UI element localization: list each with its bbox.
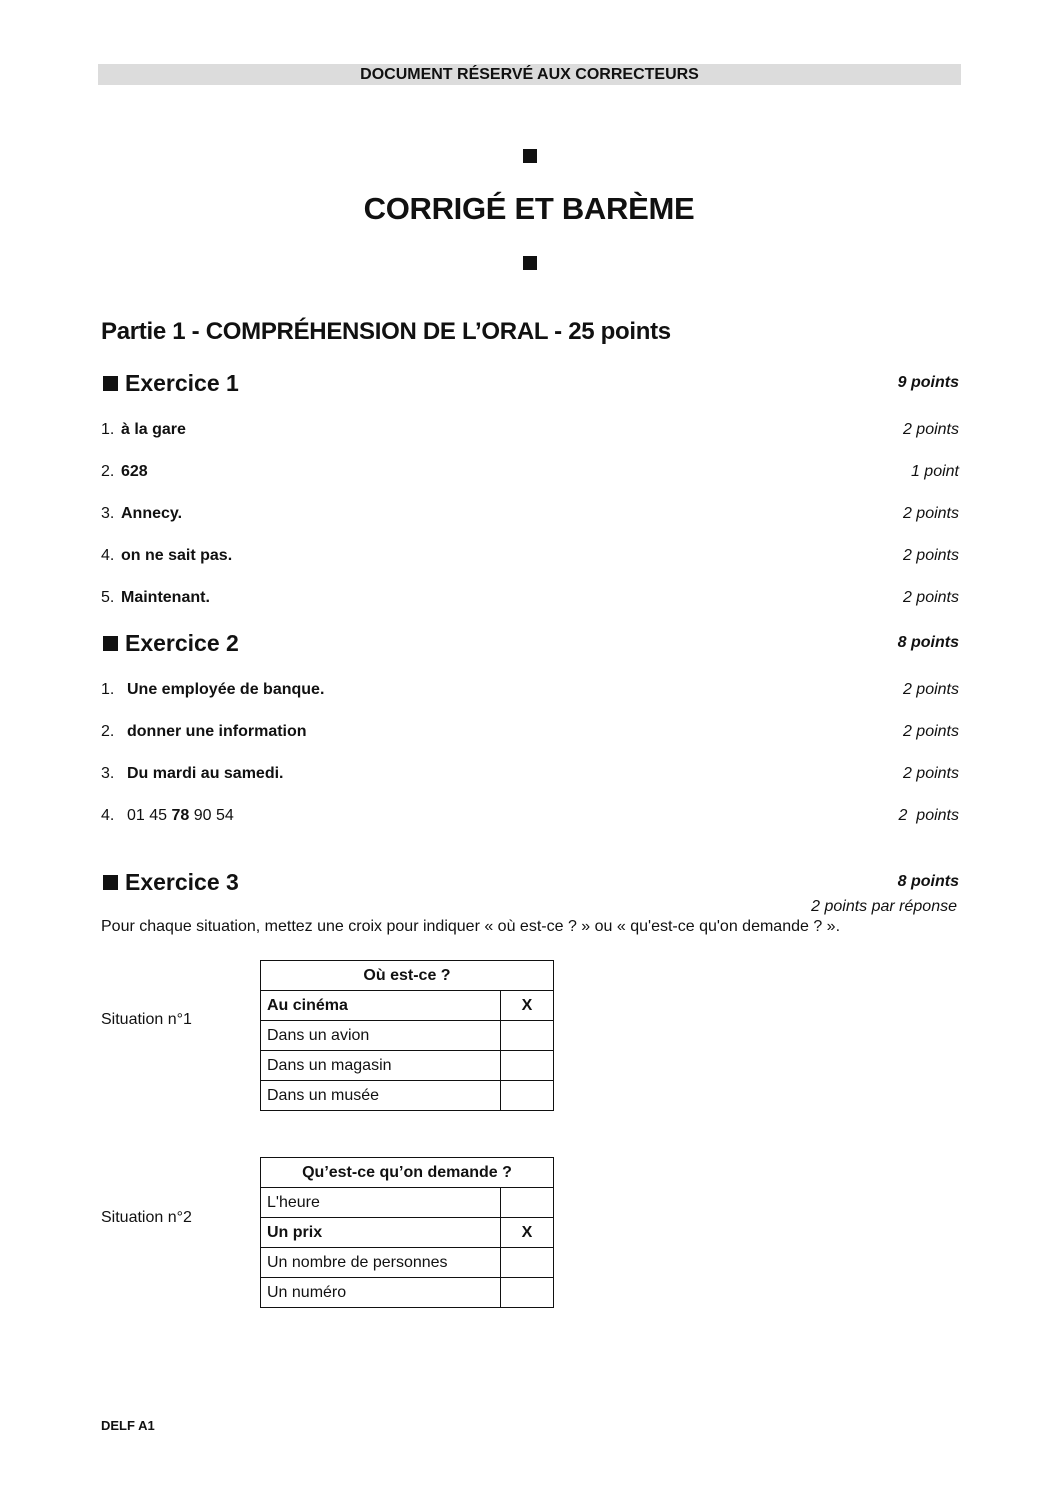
answer-row	[101, 721, 959, 743]
phone-part: 01 45	[127, 807, 172, 824]
answer-text: donner une information	[127, 723, 307, 740]
answer-number: 2.	[101, 723, 115, 740]
answer-row	[101, 587, 959, 609]
reserved-banner: DOCUMENT RÉSERVÉ AUX CORRECTEURS	[98, 64, 961, 85]
exercise-2-header	[101, 628, 959, 658]
answer-number: 5.	[101, 589, 115, 606]
answer-row	[101, 503, 959, 525]
answer-text: 628	[121, 463, 148, 480]
answer-row	[101, 763, 959, 785]
cross-mark	[501, 1021, 554, 1051]
answer-text: Une employée de banque.	[127, 681, 325, 698]
exercise-title: Exercice 3	[125, 869, 239, 895]
table-row	[261, 1278, 554, 1308]
answer-points: 2 points	[902, 589, 959, 606]
cross-mark: X	[501, 991, 554, 1021]
page-title: CORRIGÉ ET BARÈME	[363, 191, 695, 226]
table-header: Où est-ce ?	[261, 961, 554, 991]
table-header: Qu’est-ce qu’on demande ?	[261, 1158, 554, 1188]
answer-points: 2 points	[902, 505, 959, 522]
square-bullet-bottom	[523, 256, 537, 270]
table-row	[261, 1188, 554, 1218]
situation-1-table	[260, 960, 554, 1111]
square-bullet	[103, 636, 118, 651]
answer-number: 1.	[101, 421, 115, 438]
square-bullet-top	[523, 149, 537, 163]
answer-points: 2 points	[902, 681, 959, 698]
option-label: Un numéro	[261, 1278, 501, 1308]
answer-points: 2 points	[902, 723, 959, 740]
table-row	[261, 1218, 554, 1248]
answer-number: 4.	[101, 547, 115, 564]
option-label: Un prix	[261, 1218, 501, 1248]
points-per-answer: 2 points par réponse	[811, 898, 957, 915]
exercise-title: Exercice 1	[125, 370, 239, 396]
part-title: Partie 1 - COMPRÉHENSION DE L’ORAL - 25 points	[101, 318, 671, 345]
instruction-text: Pour chaque situation, mettez une croix pour indiquer « où est-ce ? » ou « qu'est-ce qu'on demande ? ».	[101, 918, 841, 935]
answer-points: 2 points	[902, 421, 959, 438]
answer-row	[101, 805, 959, 827]
phone-part: 90 54	[189, 807, 234, 824]
answer-points: 2 points	[902, 765, 959, 782]
square-bullet	[103, 376, 118, 391]
table-row	[261, 1021, 554, 1051]
option-label: Un nombre de personnes	[261, 1248, 501, 1278]
answer-number: 4.	[101, 807, 115, 824]
situation-2-label: Situation n°2	[101, 1209, 192, 1226]
answer-text: à la gare	[121, 421, 186, 438]
option-label: Au cinéma	[261, 991, 501, 1021]
answer-row	[101, 679, 959, 701]
answer-number: 2.	[101, 463, 115, 480]
answer-row	[101, 419, 959, 441]
cross-mark	[501, 1051, 554, 1081]
answer-text: on ne sait pas.	[121, 547, 233, 564]
answer-number: 3.	[101, 765, 115, 782]
phone-number	[127, 805, 234, 827]
table-row	[261, 1248, 554, 1278]
footer-label: DELF A1	[101, 1418, 155, 1433]
option-label: L'heure	[261, 1188, 501, 1218]
exercise-title: Exercice 2	[125, 630, 239, 656]
table-row	[261, 1081, 554, 1111]
exercise-points: 9 points	[897, 374, 959, 391]
phone-part-bold: 78	[171, 807, 190, 824]
cross-mark	[501, 1081, 554, 1111]
cross-mark	[501, 1248, 554, 1278]
exercise-3-header	[101, 867, 959, 897]
answer-text: Du mardi au samedi.	[127, 765, 284, 782]
option-label: Dans un avion	[261, 1021, 501, 1051]
square-bullet	[103, 875, 118, 890]
table-row	[261, 991, 554, 1021]
answer-number: 1.	[101, 681, 115, 698]
option-label: Dans un magasin	[261, 1051, 501, 1081]
exercise-points: 8 points	[897, 873, 959, 890]
answer-row	[101, 461, 959, 483]
answer-text: Annecy.	[121, 505, 183, 522]
table-row	[261, 1051, 554, 1081]
cross-mark	[501, 1278, 554, 1308]
answer-number: 3.	[101, 505, 115, 522]
answer-text: Maintenant.	[121, 589, 210, 606]
situation-1-label: Situation n°1	[101, 1011, 192, 1028]
answer-points: 2 points	[902, 547, 959, 564]
answer-row	[101, 545, 959, 567]
answer-points: 2 points	[898, 807, 959, 824]
exercise-points: 8 points	[897, 634, 959, 651]
option-label: Dans un musée	[261, 1081, 501, 1111]
answer-points: 1 point	[910, 463, 959, 480]
cross-mark: X	[501, 1218, 554, 1248]
exercise-1-header	[101, 368, 959, 398]
cross-mark	[501, 1188, 554, 1218]
situation-2-table	[260, 1157, 554, 1308]
